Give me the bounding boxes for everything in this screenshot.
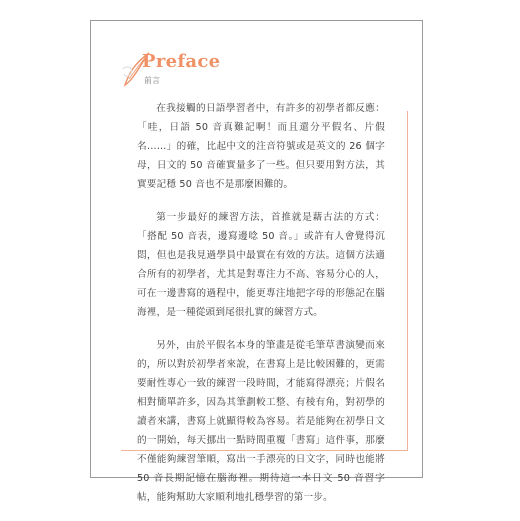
page-subtitle: 前言 (144, 76, 160, 85)
page-title: Preface (142, 51, 221, 72)
body-text (137, 99, 385, 521)
paragraph-2: 第一步最好的練習方法，首推就是藉古法的方式：「搭配 50 音表，邊寫邊唸 50 音。」或許有人會覺得沉悶，但也是我見過學員中最實在有效的方法。這個方法適合所有的初學者，尤其是對專注力不高、容易分心的人，可在一邊書寫的過程中，能更專注地把字母的形態記在腦海裡，是一種從頭到尾很扎實的練習方式。 (137, 212, 385, 318)
document-page (90, 20, 423, 503)
accent-line (407, 111, 408, 451)
paragraph-1: 在我接觸的日語學習者中，有許多的初學者都反應：「哇，日語 50 音真難記啊！而且還分平假名、片假名……」的確，比起中文的注音符號或是英文的 26 個字母，日文的 50 音確實量多了一些。但只要用對方法，其實要記穩 50 音也不是那麼困難的。 (137, 103, 385, 190)
paragraph-3: 另外，由於平假名本身的筆畫是從毛筆草書演變而來的，所以對於初學者來說，在書寫上是比較困難的，更需要耐性專心一致的練習一段時間，才能寫得漂亮；片假名相對簡單許多，因為其筆劃較工整、有稜有角，對初學的讀者來講，書寫上就顯得較為容易。若是能夠在初學日文的一開始，每天挪出一點時間重覆「書寫」這件事，那麼不僅能夠練習筆順，寫出一手漂亮的日文字，同時也能將 50 音長期記憶在腦海裡。期待這一本日文 50 音習字帖，能夠幫助大家順利地扎穩學習的第一步。 (137, 340, 385, 503)
